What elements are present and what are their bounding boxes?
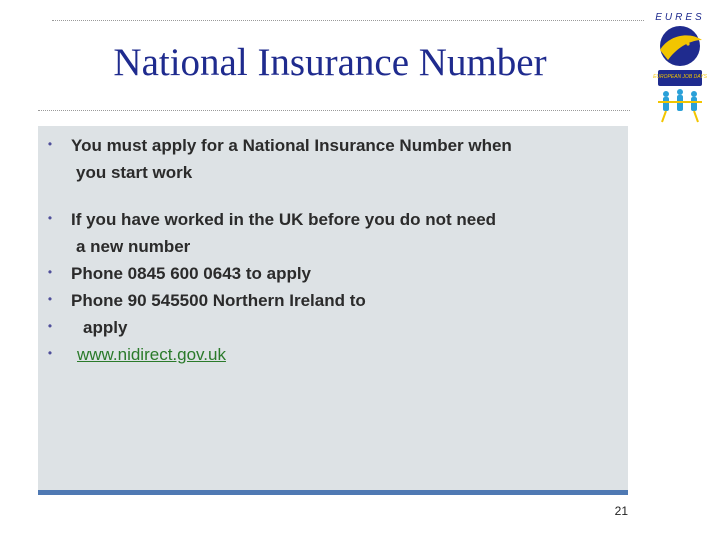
bullet-text: If you have worked in the UK before you do not need bbox=[71, 210, 497, 229]
bullet-list bbox=[40, 132, 620, 368]
slide-title: National Insurance Number bbox=[113, 41, 547, 84]
bullet-text-continued: you start work bbox=[76, 163, 193, 182]
bullet-text: Phone 90 545500 Northern Ireland to bbox=[71, 291, 366, 310]
top-divider bbox=[52, 20, 644, 21]
bullet-item-phone bbox=[40, 260, 620, 287]
bullet-item-phone-ni bbox=[40, 287, 620, 314]
nidirect-link[interactable]: www.nidirect.gov.uk bbox=[77, 345, 226, 364]
job-days-logo-text: EUROPEAN JOB DAYS bbox=[653, 74, 707, 80]
bullet-icon: • bbox=[47, 292, 53, 306]
eures-logo-text: EURES bbox=[655, 12, 705, 23]
bullet-text: Phone 0845 600 0643 to apply bbox=[71, 264, 312, 283]
bullet-text: You must apply for a National Insurance Number when bbox=[71, 136, 512, 155]
bullet-icon: • bbox=[47, 346, 53, 360]
bullet-icon: • bbox=[47, 211, 53, 225]
eures-logo bbox=[648, 6, 712, 126]
bullet-text: apply bbox=[83, 318, 128, 337]
content-panel-border bbox=[38, 490, 628, 495]
bullet-item-apply bbox=[40, 132, 620, 186]
bullet-text-continued: a new number bbox=[76, 237, 191, 256]
bullet-item-website[interactable] bbox=[40, 341, 620, 368]
bullet-icon: • bbox=[47, 319, 53, 333]
bullet-icon: • bbox=[47, 137, 53, 151]
bullet-icon: • bbox=[47, 265, 53, 279]
title-divider bbox=[38, 110, 630, 111]
bullet-item-apply-continued bbox=[40, 314, 620, 341]
page-number: 21 bbox=[614, 504, 628, 518]
bullet-item-worked-before bbox=[40, 206, 620, 260]
